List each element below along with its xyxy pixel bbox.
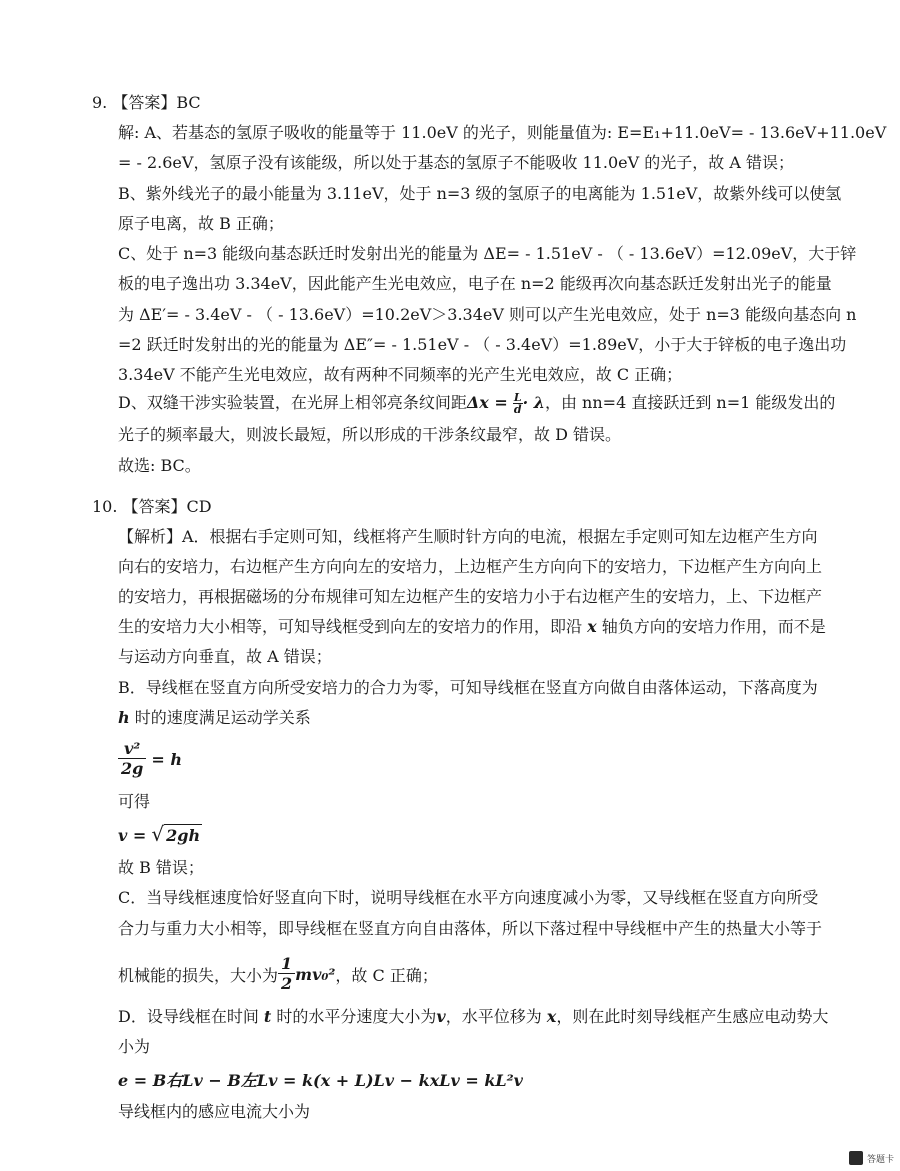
q9-line-3: B、紫外线光子的最小能量为 3.11eV，处于 n=3 级的氢原子的电离能为 1.51eV，故紫外线可以使氢 (118, 184, 842, 203)
q10-line-11: 合力与重力大小相等，即导线框在竖直方向自由落体，所以下落过程中导线框中产生的热量大小等于 (118, 919, 823, 938)
watermark (849, 1151, 894, 1165)
watermark-text: 答题卡 (866, 1154, 894, 1165)
q9-header: 9. 【答案】BC (92, 93, 201, 112)
l-over-d-fraction (513, 392, 523, 415)
q10-header: 10. 【答案】CD (92, 497, 212, 516)
q10-line-5: 与运动方向垂直，故 A 错误； (118, 647, 332, 666)
kinetic-energy-term: mv₀² (295, 965, 336, 984)
q10-line-9: 故 B 错误； (118, 858, 204, 877)
equation-emf: e = B右Lv − B左Lv = k(x + L)Lv − kxLv = kL²v (118, 1071, 523, 1090)
q10-line-1: 【解析】A．根据右手定则可知，线框将产生顺时针方向的电流，根据左手定则可知左边框产生方向 (118, 527, 818, 546)
q10-line-14: 小为 (118, 1037, 151, 1056)
radical-sign-icon: √ (151, 822, 165, 846)
q10-line-4-text-c: 轴负方向的安培力作用，而不是 (596, 617, 826, 636)
radicand: 2gh (166, 826, 201, 845)
q9-line-1: 解: A、若基态的氢原子吸收的能量等于 11.0eV 的光子，则能量值为: E=E₁+11.0eV= ‑ 13.6eV+11.0eV (118, 123, 887, 142)
fraction-numerator: v² (118, 740, 146, 759)
q10-line-7-text: 时的速度满足运动学关系 (129, 708, 311, 727)
q10-line-4-text-a: 生的安培力大小相等，可知导线框受到向左的安培力的作用，即沿 (118, 617, 588, 636)
q9-line-10 (118, 392, 835, 415)
q9-line-8: =2 跃迁时发射出的光的能量为 ΔE″= ‑ 1.51eV ‑ （ ‑ 3.4eV）=1.89eV，小于大于锌板的电子逸出功 (118, 335, 847, 354)
q9-line-2: = ‑ 2.6eV，氢原子没有该能级，所以处于基态的氢原子不能吸收 11.0eV 的光子，故 A 错误； (118, 153, 795, 172)
lambda-symbol: · λ (522, 393, 545, 412)
q9-line-4: 原子电离，故 B 正确； (118, 214, 284, 233)
one-half-fraction (278, 955, 295, 994)
fringe-spacing-symbol: Δx = (466, 393, 508, 412)
q10-line-7 (118, 707, 311, 729)
q9-line-10-text-f: ，由 nn=4 直接跃迁到 n=1 能级发出的 (544, 393, 836, 412)
q10-line-13-text-g: ，则在此时刻导线框产生感应电动势大 (556, 1007, 829, 1026)
equation-lhs: v = (118, 826, 147, 845)
q9-line-9: 3.34eV 不能产生光电效应，故有两种不同频率的光产生光电效应，故 C 正确； (118, 365, 683, 384)
q10-line-2: 向右的安培力，右边框产生方向向左的安培力，上边框产生方向向下的安培力，下边框产生方向向上 (118, 557, 823, 576)
q9-line-5: C、处于 n=3 能级向基态跃迁时发射出光的能量为 ΔE= ‑ 1.51eV ‑ （ ‑ 13.6eV）=12.09eV，大于锌 (118, 244, 857, 263)
q9-line-6: 板的电子逸出功 3.34eV，因此能产生光电效应，电子在 n=2 能级再次向基态跃迁发射出光子的能量 (118, 274, 832, 293)
v-symbol: v (436, 1007, 446, 1026)
q10-line-13 (118, 1006, 828, 1028)
q10-line-10: C．当导线框速度恰好竖直向下时，说明导线框在水平方向速度减小为零，又导线框在竖直方向所受 (118, 888, 819, 907)
fraction-numerator: 1 (278, 955, 295, 974)
q10-line-13-text-c: 时的水平分速度大小为 (271, 1007, 437, 1026)
q10-line-4 (118, 616, 826, 638)
x-axis-symbol: x (587, 617, 597, 636)
x-symbol: x (546, 1007, 557, 1026)
fraction-denominator: 2 (281, 974, 293, 993)
equation-v2-over-2g (118, 740, 182, 779)
q10-line-12-text-a: 机械能的损失，大小为 (118, 966, 279, 985)
equation-v-sqrt (118, 823, 202, 847)
t-symbol: t (263, 1007, 272, 1026)
q10-line-12-text-c: ，故 C 正确； (335, 966, 438, 985)
q10-line-13-text-a: D．设导线框在时间 (118, 1007, 264, 1026)
fraction-denominator: d (513, 403, 522, 416)
fraction-numerator: L (513, 391, 522, 404)
q10-line-8: 可得 (118, 792, 151, 811)
watermark-logo-icon (849, 1151, 863, 1165)
q10-line-15: 导线框内的感应电流大小为 (118, 1102, 311, 1121)
v2-over-2g-fraction (118, 740, 146, 779)
q9-line-12: 故选: BC。 (118, 456, 201, 475)
q9-line-10-text-a: D、双缝干涉实验装置，在光屏上相邻亮条纹间距 (118, 393, 467, 412)
h-symbol: h (118, 708, 130, 727)
fraction-denominator: 2g (121, 759, 144, 778)
q10-line-12 (118, 955, 438, 994)
q10-line-6: B．导线框在竖直方向所受安培力的合力为零，可知导线框在竖直方向做自由落体运动，下落高度为 (118, 678, 818, 697)
q9-line-11: 光子的频率最大，则波长最短，所以形成的干涉条纹最窄，故 D 错误。 (118, 425, 622, 444)
q10-line-3: 的安培力，再根据磁场的分布规律可知左边框产生的安培力小于右边框产生的安培力，上、下边框产 (118, 587, 823, 606)
q10-line-13-text-e: ，水平位移为 (445, 1007, 547, 1026)
q9-line-7: 为 ΔE′= ‑ 3.4eV ‑ （ ‑ 13.6eV）=10.2eV＞3.34eV 则可以产生光电效应，处于 n=3 能级向基态向 n (118, 305, 857, 324)
equation-rhs: = h (151, 750, 183, 769)
